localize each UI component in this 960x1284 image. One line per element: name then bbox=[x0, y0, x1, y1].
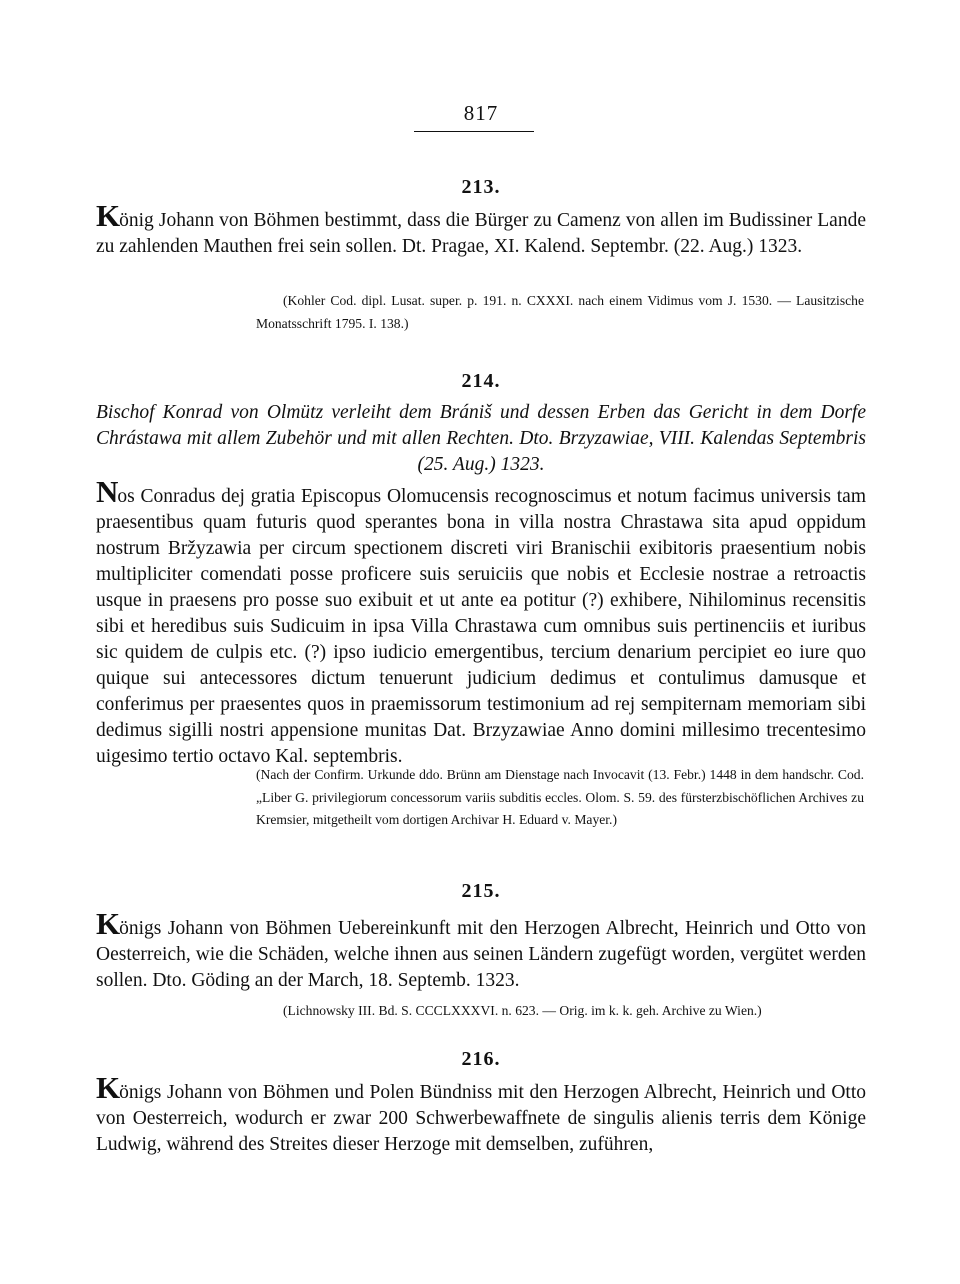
entry-216-summary bbox=[96, 1070, 866, 1158]
entry-number-214: 214. bbox=[461, 370, 501, 392]
drop-initial: K bbox=[96, 906, 120, 941]
entry-214-summary: Bischof Konrad von Olmütz verleiht dem Brániš und dessen Erben das Gericht in dem Dorfe Chrástawa mit allem Zubehör und mit allen Rechten. Dto. Brzyzawiae, VIII. Kalendas Septembris (25. Aug.) 1323. bbox=[96, 402, 866, 475]
entry-number-215: 215. bbox=[461, 880, 501, 902]
entry-214-charter-body: os Conradus dej gratia Episcopus Olomucensis recognoscimus et notum facimus universis tam praesentibus quam futuris quod sperantes bona in villa nostra Chrastawa sita apud oppidum nostrum Bržyzawia per circum spectionem discreti viri Branischii exibitoris praesentium nobis multipliciter comendati posse proficere suis seruiciis que nobis et Ecclesie nostrae a retroactis usque in praesens pro posse suo exibuit et ut ante ea potitur (?) exhibere, Nihilominus recensitis sibi et heredibus suis Sudicuim in ipsa Villa Chrastawa cum omnibus suis pertinenciis et iuribus sic quidem de culpis etc. (?) ipso iudicio emergentibus, tercium denarium percipiet eo iure quo quique sui antecessores dictum tenuerunt judicium dedimus et contulimus damusque et conferimus per praesentes quos in praemissorum testimonium ad rej sempiternam memoriam sibi dedimus sigilli nostri appensione munitas Dat. Brzyzawiae Anno domini millesimo trecentesimo uigesimo tertio octavo Kal. septembris. bbox=[96, 486, 866, 767]
drop-initial: K bbox=[96, 198, 120, 233]
entry-213-summary-text: önig Johann von Böhmen bestimmt, dass die Bürger zu Camenz von allen im Budissiner Lande zu zahlenden Mauthen frei sein sollen. Dt. Pragae, XI. Kalend. Septembr. (22. Aug.) 1323. bbox=[96, 210, 866, 257]
drop-initial: N bbox=[96, 474, 118, 509]
drop-initial: K bbox=[96, 1070, 120, 1105]
entry-number-216: 216. bbox=[461, 1048, 501, 1070]
entry-214-source-note: (Nach der Confirm. Urkunde ddo. Brünn am Dienstage nach Invocavit (13. Febr.) 1448 in dem handschr. Cod. „Liber G. privilegiorum concessorum variis subditis eccles. Olom. S. 59. des fürsterzbischöflichen Archives zu Kremsier, mitgetheilt vom dortigen Archivar H. Eduard v. Mayer.) bbox=[256, 767, 864, 827]
entry-number-213: 213. bbox=[461, 176, 501, 198]
entry-213-summary bbox=[96, 198, 866, 260]
entry-215-source-note: (Lichnowsky III. Bd. S. CCCLXXXVI. n. 623. — Orig. im k. k. geh. Archive zu Wien.) bbox=[283, 1003, 762, 1018]
page-number: 817 bbox=[463, 101, 499, 125]
entry-213-source-note: (Kohler Cod. dipl. Lusat. super. p. 191. n. CXXXI. nach einem Vidimus vom J. 1530. — Lausitzische Monatsschrift 1795. I. 138.) bbox=[256, 293, 864, 331]
header-rule bbox=[414, 131, 534, 132]
entry-216-summary-text: önigs Johann von Böhmen und Polen Bündniss mit den Herzogen Albrecht, Heinrich und Otto von Oesterreich, wodurch er zwar 200 Schwerbewaffnete de singulis alienis terris dem Könige Ludwig, während des Streites dieser Herzoge mit demselben, zuführen, bbox=[96, 1082, 866, 1155]
document-page bbox=[96, 0, 866, 1284]
entry-215-summary bbox=[96, 906, 866, 994]
entry-215-summary-text: önigs Johann von Böhmen Uebereinkunft mit den Herzogen Albrecht, Heinrich und Otto von Oesterreich, wie die Schäden, welche ihnen aus seinen Ländern zugefügt worden, vergütet werden sollen. Dto. Göding an der March, 18. Septemb. 1323. bbox=[96, 918, 866, 991]
entry-214-charter-text bbox=[96, 474, 866, 770]
